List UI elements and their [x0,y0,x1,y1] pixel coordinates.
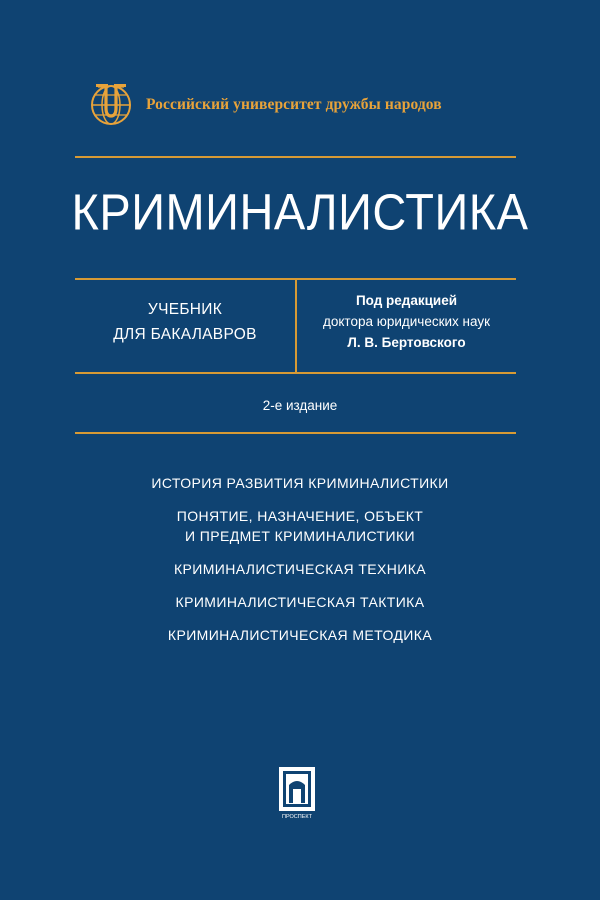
rudn-logo-icon [84,80,140,130]
topic-item: ИСТОРИЯ РАЗВИТИЯ КРИМИНАЛИСТИКИ [151,475,449,491]
book-title: КРИМИНАЛИСТИКА [71,182,529,241]
imprint-label: ПРОСПЕКТ [282,814,312,820]
edition-label: 2-е издание [262,398,338,413]
publisher-header [84,80,544,130]
topic-item [0,506,600,546]
prospekt-logo-icon [277,765,317,820]
divider-info-bottom [75,372,516,374]
editor-heading: Под редакцией [355,293,458,308]
book-type [75,297,295,347]
editor-block [297,290,516,353]
divider-top [75,156,516,158]
editor-name: Л. В. Бертовского [347,335,466,350]
topic-line: И ПРЕДМЕТ КРИМИНАЛИСТИКИ [185,528,415,544]
topic-item: КРИМИНАЛИСТИЧЕСКАЯ МЕТОДИКА [167,627,433,643]
topic-item: КРИМИНАЛИСТИЧЕСКАЯ ТАКТИКА [175,594,425,610]
topic-line: ПОНЯТИЕ, НАЗНАЧЕНИЕ, ОБЪЕКТ [176,508,424,524]
divider-edition [75,432,516,434]
book-type-line: ДЛЯ БАКАЛАВРОВ [113,326,257,343]
topics-list [0,473,600,658]
topic-item: КРИМИНАЛИСТИЧЕСКАЯ ТЕХНИКА [173,561,427,577]
editor-degree: доктора юридических наук [322,314,491,329]
publisher-name: Российский университет дружбы народов [146,96,442,113]
book-type-line: УЧЕБНИК [147,301,223,318]
